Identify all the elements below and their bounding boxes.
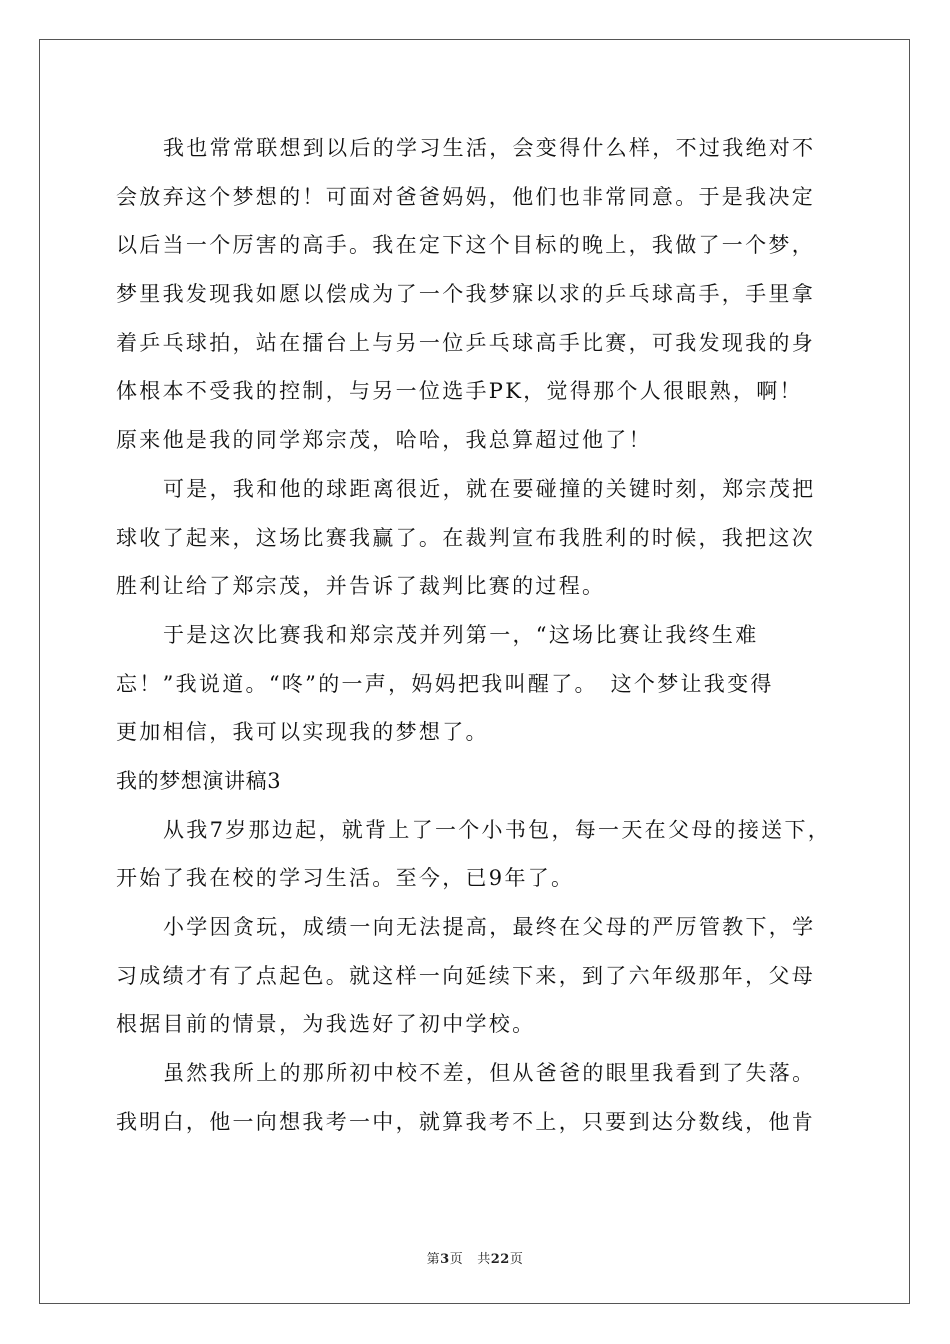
paragraph-line: 虽然我所上的那所初中校不差，但从爸爸的眼里我看到了失落。 bbox=[163, 1061, 816, 1086]
paragraph-line: 于是这次比赛我和郑宗茂并列第一，“这场比赛让我终生难 bbox=[163, 622, 759, 647]
paragraph-line: 体根本不受我的控制，与另一位选手PK，觉得那个人很眼熟，啊！ bbox=[116, 379, 803, 404]
paragraph-line: 忘！”我说道。“咚”的一声，妈妈把我叫醒了。 这个梦让我变得 bbox=[116, 671, 774, 696]
paragraph-line: 球收了起来，这场比赛我赢了。在裁判宣布我胜利的时候，我把这次 bbox=[116, 525, 815, 550]
paragraph-line: 着乒乓球拍，站在擂台上与另一位乒乓球高手比赛，可我发现我的身 bbox=[116, 330, 815, 355]
paragraph-line: 以后当一个厉害的高手。我在定下这个目标的晚上，我做了一个梦， bbox=[116, 233, 815, 258]
paragraph-line: 小学因贪玩，成绩一向无法提高，最终在父母的严厉管教下，学 bbox=[163, 915, 816, 939]
paragraph-line: 根据目前的情景，为我选好了初中学校。 bbox=[116, 1012, 536, 1037]
total-prefix: 共 bbox=[477, 1252, 491, 1267]
paragraph-line: 从我7岁那边起，就背上了一个小书包，每一天在父母的接送下， bbox=[163, 817, 832, 842]
paragraph-line: 我明白，他一向想我考一中，就算我考不上，只要到达分数线，他肯 bbox=[116, 1109, 815, 1134]
page-number: 3 bbox=[440, 1252, 450, 1267]
document-body bbox=[116, 124, 836, 1146]
total-suffix: 页 bbox=[509, 1252, 524, 1267]
paragraph-line: 胜利让给了郑宗茂，并告诉了裁判比赛的过程。 bbox=[116, 574, 606, 599]
paragraph-line: 梦里我发现我如愿以偿成为了一个我梦寐以求的乒乓球高手，手里拿 bbox=[116, 282, 815, 307]
page-prefix: 第 bbox=[426, 1252, 441, 1267]
paragraph-line: 更加相信，我可以实现我的梦想了。 bbox=[116, 720, 489, 745]
paragraph-line: 会放弃这个梦想的！可面对爸爸妈妈，他们也非常同意。于是我决定 bbox=[116, 184, 815, 209]
page-suffix: 页 bbox=[449, 1252, 464, 1267]
paragraph-line: 我也常常联想到以后的学习生活，会变得什么样，不过我绝对不 bbox=[163, 136, 816, 160]
paragraph-line: 习成绩才有了点起色。就这样一向延续下来，到了六年级那年，父母 bbox=[116, 963, 815, 988]
paragraph-line: 可是，我和他的球距离很近，就在要碰撞的关键时刻，郑宗茂把 bbox=[163, 476, 816, 501]
total-pages: 22 bbox=[490, 1252, 510, 1267]
paragraph-line: 开始了我在校的学习生活。至今，已9年了。 bbox=[116, 866, 575, 891]
section-heading: 我的梦想演讲稿3 bbox=[116, 768, 282, 793]
paragraph-line: 原来他是我的同学郑宗茂，哈哈，我总算超过他了！ bbox=[116, 428, 652, 453]
page-footer bbox=[0, 1248, 950, 1267]
